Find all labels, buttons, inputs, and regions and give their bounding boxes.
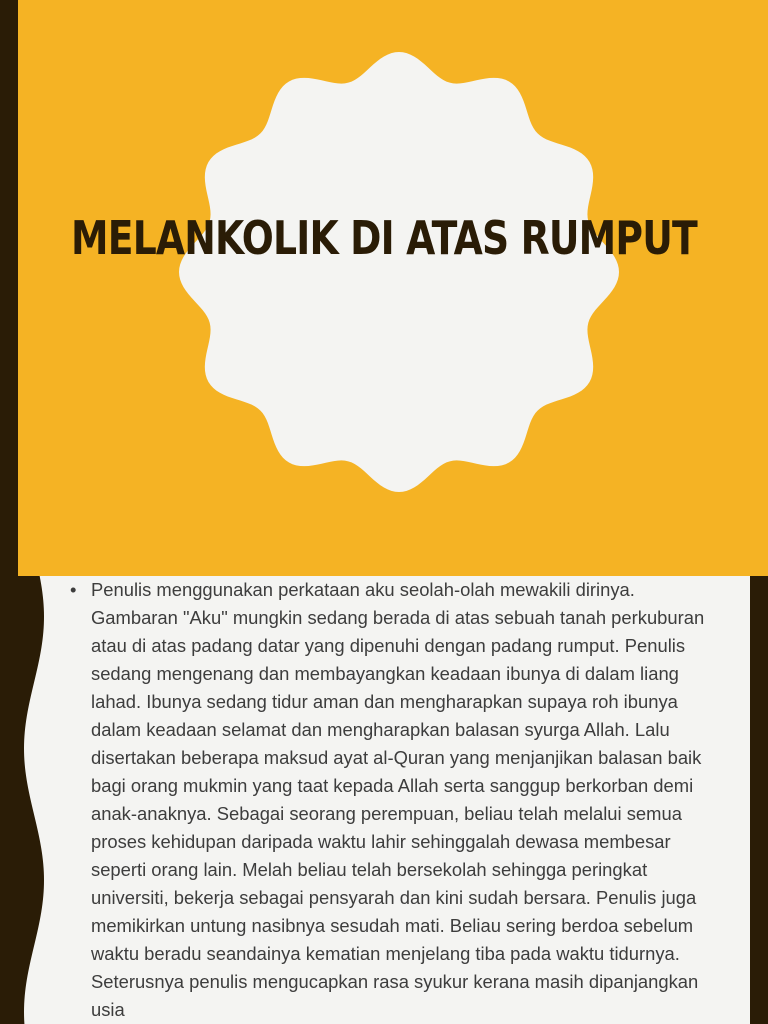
list-item: [70, 576, 710, 1024]
content-panel: [0, 576, 768, 1024]
content-list: [70, 576, 710, 1024]
slide-title: MELANKOLIK DI ATAS RUMPUT: [71, 211, 697, 265]
bullet-marker: •: [70, 579, 77, 600]
paragraph-text: Penulis menggunakan perkataan aku seolah-olah mewakili dirinya. Gambaran "Aku" mungkin sedang berada di atas sebuah tanah perkuburan atau di atas padang datar yang dipenuhi dengan padang rumput. Penulis sedang mengenang dan membayangkan keadaan ibunya di dalam liang lahad. Ibunya sedang tidur aman dan mengharapkan supaya roh ibunya dalam keadaan selamat dan mengharapkan balasan syurga Allah. Lalu disertakan beberapa maksud ayat al-Quran yang menjanjikan balasan baik bagi orang mukmin yang taat kepada Allah serta sanggup berkorban demi anak-anaknya. Sebagai seorang perempuan, beliau telah melalui semua proses kehidupan daripada waktu lahir sehinggalah dewasa membesar seperti orang lain. Melah beliau telah bersekolah sehingga peringkat universiti, bekerja sebagai pensyarah dan kini sudah bersara. Penulis juga memikirkan untung nasibnya sesudah mati. Beliau sering berdoa sebelum waktu beradu seandainya kematian menjelang tiba pada waktu tidurnya. Seterusnya penulis mengucapkan rasa syukur kerana masih dipanjangkan usia: [91, 579, 705, 1020]
